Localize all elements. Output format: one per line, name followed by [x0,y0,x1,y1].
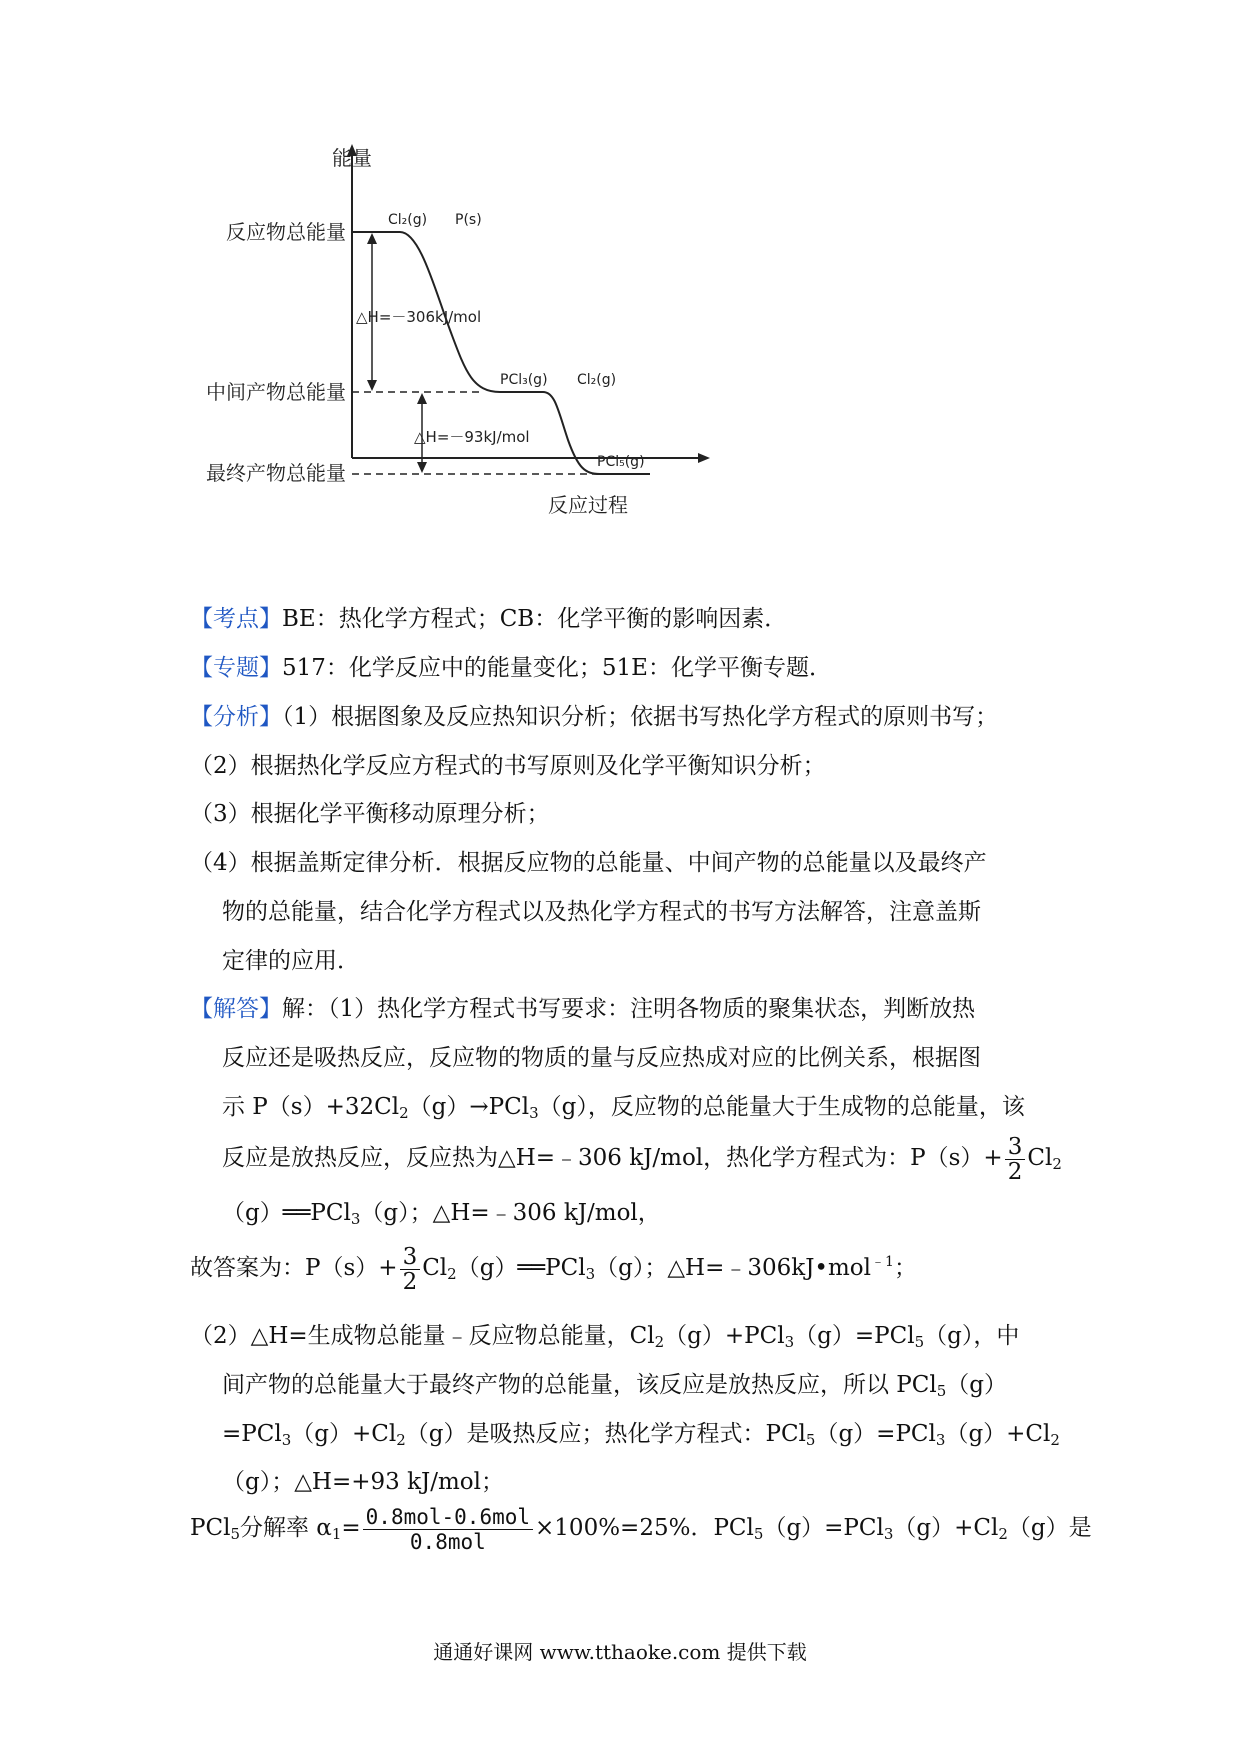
p2-line-4: （g）；△H=+93 kJ/mol； [222,1469,505,1495]
p2-5a: PCl [190,1515,231,1541]
y-axis-label: 能量 [332,146,372,170]
fenxi-line-1 [190,702,998,732]
jieda-3b: （g）→PCl [408,1094,530,1120]
answer-line-1 [190,1240,917,1296]
jieda-line-2: 反应还是吸热反应，反应物的物质的量与反应热成对应的比例关系，根据图 [222,1045,981,1071]
answer-1c: （g）══PCl [456,1255,586,1281]
p2-line-3 [222,1419,1060,1449]
p2-3d: （g）=PCl [815,1421,936,1447]
p2-3b: （g）+Cl [291,1421,397,1447]
sub-1: 1 [331,1525,342,1543]
sub-5: 5 [914,1333,925,1351]
sub-2: 2 [447,1265,457,1283]
p2-1b: （g）+PCl [664,1323,785,1349]
kaodian-text: BE：热化学方程式；CB：化学平衡的影响因素． [282,606,788,632]
p2-2a: 间产物的总能量大于最终产物的总能量，该反应是放热反应，所以 PCl [222,1372,937,1398]
level-reactants-label: 反应物总能量 [226,220,346,244]
p2-5f: （g）+Cl [893,1515,999,1541]
p2-line-5 [190,1500,1092,1556]
dh2-arrow-bottom [417,462,427,473]
fenxi-line-4a: （4）根据盖斯定律分析．根据反应物的总能量、中间产物的总能量以及最终产 [190,850,987,876]
fraction-den: 2 [402,1268,418,1295]
kaodian-line [190,604,787,634]
p2-2b: （g） [946,1372,1008,1398]
sub-5: 5 [230,1525,240,1543]
sub-3: 3 [935,1431,946,1449]
jieda-line-5 [222,1198,661,1228]
p2-5b: 分解率 α [239,1515,332,1541]
level-final-label: 最终产物总能量 [206,461,346,485]
sub-2: 2 [1052,1155,1062,1173]
sub-3: 3 [281,1431,292,1449]
fraction-num: 3 [400,1245,421,1270]
sub-2: 2 [654,1333,665,1351]
p2-line-1 [190,1321,1019,1351]
level-intermediate-label: 中间产物总能量 [206,380,346,404]
fraction-den: 2 [1007,1158,1023,1185]
fenxi-tag: 【分析】 [190,704,282,730]
jieda-5b: （g）；△H=﹣306 kJ/mol， [360,1200,661,1226]
energy-diagram [180,140,740,550]
fraction-decomposition-rate [363,1505,533,1554]
fraction-three-halves [1005,1135,1026,1184]
p2-5c: = [341,1515,361,1541]
x-axis-arrow [698,453,710,463]
answer-1e: ； [893,1255,917,1281]
kaodian-tag: 【考点】 [190,606,282,632]
fenxi-line-4b: 物的总能量，结合化学方程式以及热化学方程式的书写方法解答，注意盖斯 [222,899,981,925]
p2-1a: （2）△H=生成物总能量﹣反应物总能量，Cl [190,1323,655,1349]
jieda-tag: 【解答】 [190,996,282,1022]
p2-5g: （g）是 [1007,1515,1092,1541]
answer-1a: 故答案为：P（s）+ [190,1255,398,1281]
p2-3e: （g）+Cl [945,1421,1051,1447]
dh1-label: △H=－306kJ/mol [356,308,482,326]
fraction-num: 3 [1005,1135,1026,1160]
sub-2: 2 [1050,1431,1060,1449]
sub-2: 2 [998,1525,1008,1543]
p2-5e: （g）=PCl [763,1515,884,1541]
sub-2: 2 [399,1104,409,1122]
jieda-line-3 [222,1092,1025,1122]
jieda-4a: 反应是放热反应，反应热为△H=﹣306 kJ/mol，热化学方程式为：P（s）+ [222,1145,1003,1171]
sup-minus-one: ﹣1 [871,1254,894,1270]
jieda-4b: Cl [1027,1145,1053,1171]
jieda-3c: （g），反应物的总能量大于生成物的总能量，该 [538,1094,1025,1120]
species-cl2-top: Cl₂(g) [388,212,428,228]
jieda-line-1 [190,994,975,1024]
page-footer: 通通好课网 www.tthaoke.com 提供下载 [433,1640,807,1664]
fenxi-text-1: （1）根据图象及反应热知识分析；依据书写热化学方程式的原则书写； [282,704,999,730]
sub-3: 3 [529,1104,539,1122]
jieda-line-4 [222,1130,1062,1186]
p2-3a: =PCl [222,1421,282,1447]
dh1-arrow-top [367,233,377,244]
energy-diagram-svg [180,140,740,550]
fenxi-line-2: （2）根据热化学反应方程式的书写原则及化学平衡知识分析； [190,753,826,779]
sub-3: 3 [883,1525,894,1543]
p2-1c: （g）=PCl [794,1323,915,1349]
p2-3c: （g）是吸热反应；热化学方程式：PCl [405,1421,806,1447]
jieda-text-1: 解：（1）热化学方程式书写要求：注明各物质的聚集状态，判断放热 [282,996,976,1022]
x-axis-label: 反应过程 [548,493,628,517]
dh2-arrow-top [417,393,427,404]
zhuanti-line [190,653,832,683]
sub-5: 5 [936,1382,947,1400]
jieda-5a: （g）══PCl [222,1200,351,1226]
sub-3: 3 [350,1210,361,1228]
sub-5: 5 [753,1525,764,1543]
answer-1d: （g）；△H=﹣306kJ•mol [595,1255,872,1281]
sub-2: 2 [396,1431,406,1449]
dh2-label: △H=－93kJ/mol [414,428,530,446]
fraction-three-halves-2 [400,1245,421,1294]
jieda-3a: 示 P（s）+32Cl [222,1094,400,1120]
zhuanti-text: 517：化学反应中的能量变化；51E：化学平衡专题． [282,655,832,681]
species-p: P(s) [455,212,482,228]
fenxi-line-3: （3）根据化学平衡移动原理分析； [190,801,550,827]
p2-line-2 [222,1370,1007,1400]
species-pcl3: PCl₃(g) [500,372,548,388]
sub-3: 3 [784,1333,795,1351]
dh1-arrow-bottom [367,380,377,391]
zhuanti-tag: 【专题】 [190,655,282,681]
species-cl2-mid: Cl₂(g) [577,372,617,388]
p2-5d: ×100%=25%．PCl [535,1515,754,1541]
fenxi-line-4c: 定律的应用． [222,948,360,974]
species-pcl5: PCl₅(g) [597,454,645,470]
fraction2-den: 0.8mol [409,1529,486,1554]
sub-5: 5 [805,1431,816,1449]
answer-1b: Cl [422,1255,448,1281]
fraction2-num: 0.8mol-0.6mol [363,1505,533,1530]
sub-3: 3 [585,1265,596,1283]
p2-1d: （g），中 [924,1323,1020,1349]
